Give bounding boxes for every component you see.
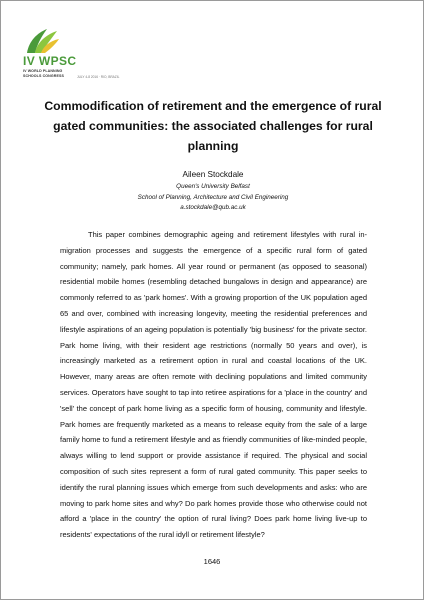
- author-university: Queen's University Belfast: [176, 183, 250, 190]
- logo-subtitle-line2: SCHOOLS CONGRESS: [23, 74, 64, 78]
- author-block: [41, 164, 385, 214]
- author-school: School of Planning, Architecture and Civil Engineering: [137, 193, 289, 201]
- logo-tagline: JULY 4-8 2016 · RIO, BRAZIL: [77, 75, 120, 79]
- author-email: a.stockdale@qub.ac.uk: [180, 204, 246, 211]
- leaf-emblem-icon: [23, 23, 63, 55]
- conference-logo: [23, 23, 153, 85]
- page-number: 1646: [203, 557, 221, 566]
- logo-subtitle-line1: IV WORLD PLANNING: [23, 69, 63, 73]
- author-name: Aileen Stockdale: [182, 170, 244, 179]
- abstract-paragraph: This paper combines demographic ageing and retirement lifestyles with rural in-migration processes and suggests the emergence of a specific rural form of gated community; namely, park homes. All year round or permanent (as opposed to seasonal) residential mobile homes (resembling detached bungalows in design and appearance) are commonly referred to as 'park homes'. With a growing proportion of the UK population aged 65 and over, combined with increasing longevity, meeting the residential preferences and lifestyle aspirations of an ageing population is potentially 'big business' for the private sector. Park home living, with their resident age restrictions (normally 50 years and over), is increasingly marketed as a retirement option in rural and coastal locations of the UK. However, many areas are often remote with declining populations and limited community services. Operators have sought to tap into retiree aspirations for a 'place in the country' and 'sell' the concept of park home living as a specific form of housing, community and lifestyle. Park homes are frequently marketed as a means to release equity from the sale of a large family home to fund a retirement lifestyle and as friendly communities of like-minded people, always willing to lend support or provide assistance if required. The physical and social composition of such sites represent a form of rural gated community. This paper seeks to identify the rural planning issues which emerge from such developments and asks: who are moving to park home sites and why? Do park homes provide those who otherwise could not afford a 'place in the country' the option of rural living? Does park home living live-up to residents' expectations of the rural idyll or retirement lifestyle?: [60, 230, 367, 540]
- paper-title: Commodification of retirement and the emergence of rural gated communities: the associated challenges for rural planning: [44, 99, 382, 153]
- logo-title: IV WPSC: [23, 54, 77, 68]
